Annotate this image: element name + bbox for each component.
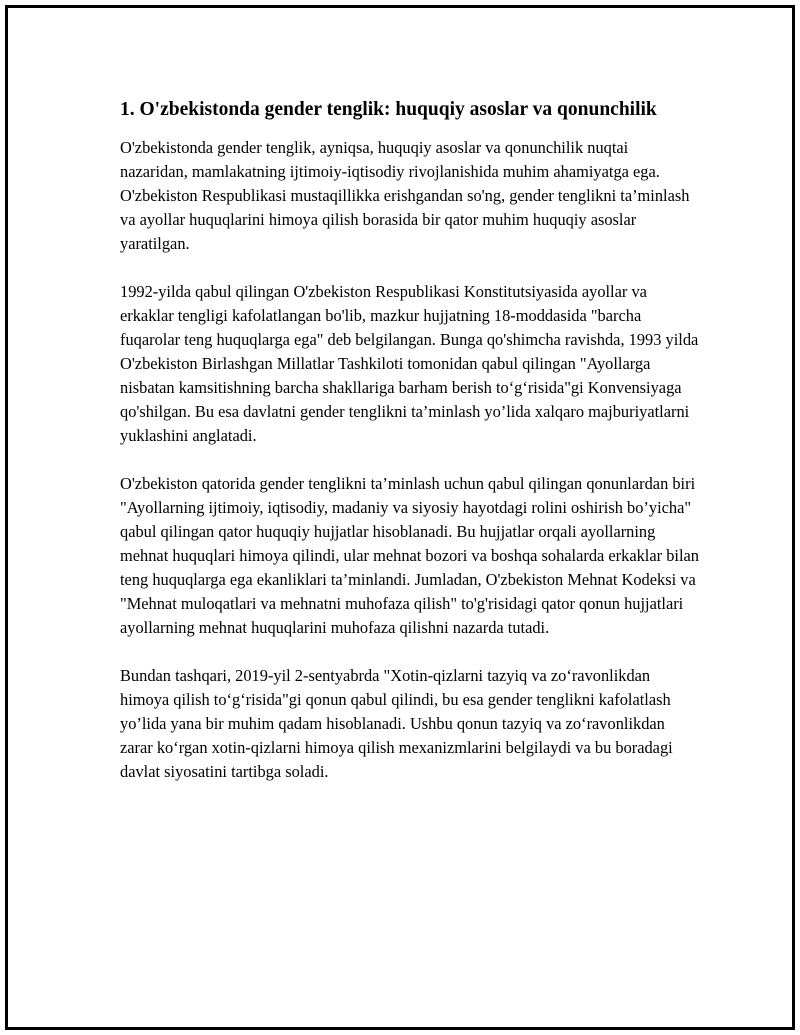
paragraph-1: O'zbekistonda gender tenglik, ayniqsa, huquqiy asoslar va qonunchilik nuqtai nazaridan, mamlakatning ijtimoiy-iqtisodiy rivojlanishida muhim ahamiyatga ega. O'zbekiston Respublikasi mustaqillikka erishgandan so'ng, gender tenglikni ta’minlash va ayollar huquqlarini himoya qilish borasida bir qator muhim huquqiy asoslar yaratilgan.	[120, 138, 690, 253]
paragraph-4: Bundan tashqari, 2019-yil 2-sentyabrda "Xotin-qizlarni tazyiq va zo‘ravonlikdan himoya qilish to‘g‘risida"gi qonun qabul qilindi, bu esa gender tenglikni kafolatlash yo’lida yana bir muhim qadam hisoblanadi. Ushbu qonun tazyiq va zo‘ravonlikdan zarar ko‘rgan xotin-qizlarni himoya qilish mexanizmlarini belgilaydi va bu boradagi davlat siyosatini tartibga soladi.	[120, 666, 673, 781]
paragraph-2: 1992-yilda qabul qilingan O'zbekiston Respublikasi Konstitutsiyasida ayollar va erkaklar tengligi kafolatlangan bo'lib, mazkur hujjatning 18-moddasida "barcha fuqarolar teng huquqlarga ega" deb belgilangan. Bunga qo'shimcha ravishda, 1993 yilda O'zbekiston Birlashgan Millatlar Tashkiloti tomonidan qabul qilingan "Ayollarga nisbatan kamsitishning barcha shakllariga barham berish to‘g‘risida"gi Konvensiyaga qo'shilgan. Bu esa davlatni gender tenglikni ta’minlash yo’lida xalqaro majburiyatlarni yuklashini anglatadi.	[120, 282, 699, 445]
document-body	[120, 96, 700, 808]
paragraph-3: O'zbekiston qatorida gender tenglikni ta’minlash uchun qabul qilingan qonunlardan biri "Ayollarning ijtimoiy, iqtisodiy, madaniy va siyosiy hayotdagi rolini oshirish bo’yicha" qabul qilingan qator huquqiy hujjatlar hisoblanadi. Bu hujjatlar orqali ayollarning mehnat huquqlari himoya qilindi, ular mehnat bozori va boshqa sohalarda erkaklar bilan teng huquqlarga ega ekanliklari ta’minlandi. Jumladan, O'zbekiston Mehnat Kodeksi va "Mehnat muloqatlari va mehnatni muhofaza qilish" to'g'risidagi qator qonun hujjatlari ayollarning mehnat huquqlarini muhofaza qilishni nazarda tutadi.	[120, 474, 699, 637]
page-frame	[5, 5, 795, 1030]
section-title: 1. O'zbekistonda gender tenglik: huquqiy asoslar va qonunchilik	[120, 99, 657, 120]
